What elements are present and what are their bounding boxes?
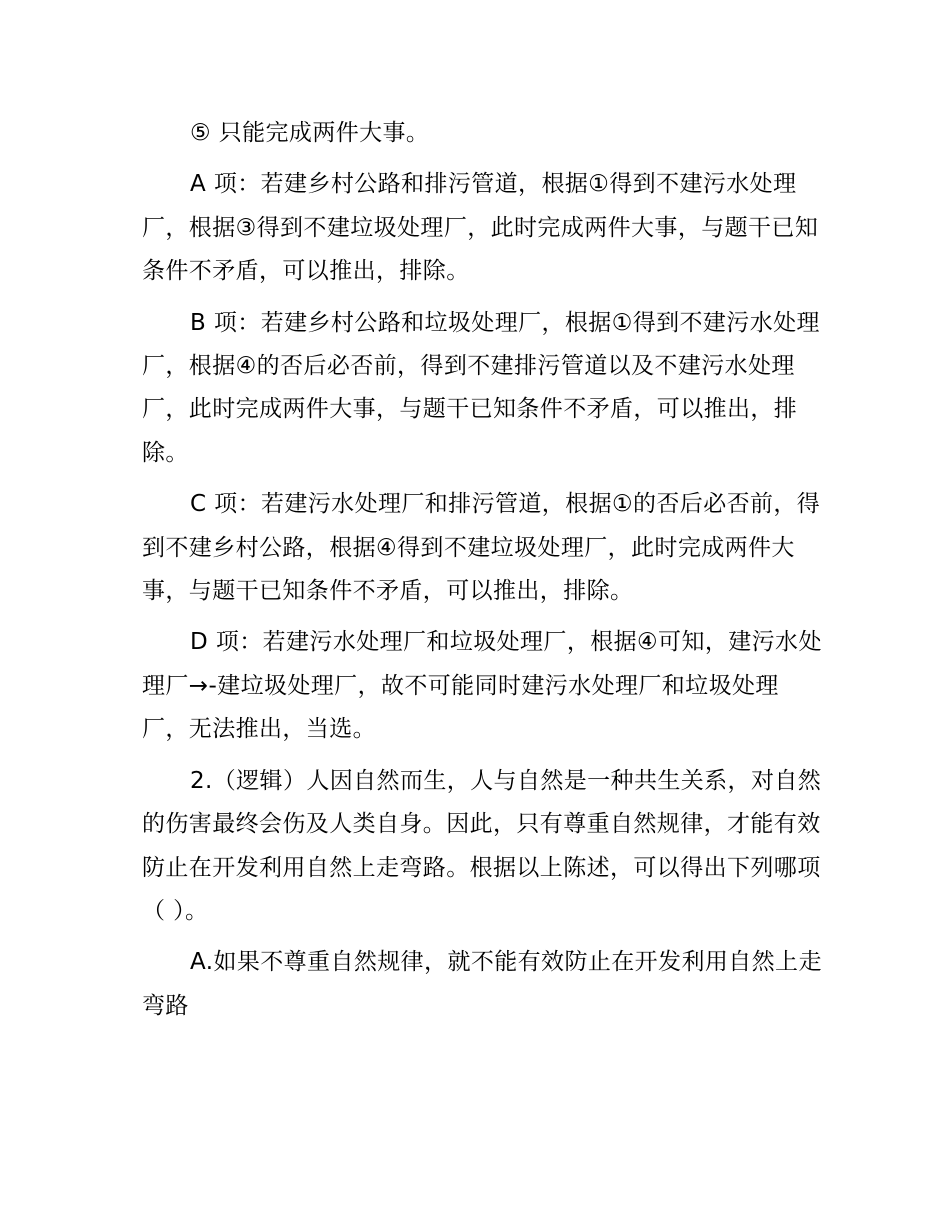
- question-two-stem-paragraph: 2.（逻辑）人因自然而生，人与自然是一种共生关系，对自然的伤害最终会伤及人类自身。因此，只有尊重自然规律，才能有效防止在开发利用自然上走弯路。根据以上陈述，可以得出下列哪项（ ）。: [142, 767, 822, 924]
- document-body: [142, 112, 822, 1036]
- option-b-analysis-paragraph: B 项：若建乡村公路和垃圾处理厂，根据①得到不建污水处理厂，根据④的否后必否前，得到不建排污管道以及不建污水处理厂，此时完成两件大事，与题干已知条件不矛盾，可以推出，排除。: [142, 309, 820, 466]
- option-d-analysis-paragraph: D 项：若建污水处理厂和垃圾处理厂，根据④可知，建污水处理厂→-建垃圾处理厂，故不可能同时建污水处理厂和垃圾处理厂，无法推出，当选。: [142, 629, 822, 743]
- question-two-option-a-paragraph: A.如果不尊重自然规律，就不能有效防止在开发利用自然上走弯路: [142, 949, 822, 1019]
- option-c-analysis-paragraph: C 项：若建污水处理厂和排污管道，根据①的否后必否前，得到不建乡村公路，根据④得到不建垃圾处理厂，此时完成两件大事，与题干已知条件不矛盾，可以推出，排除。: [142, 491, 821, 605]
- condition-five-paragraph: ⑤ 只能完成两件大事。: [190, 120, 430, 146]
- option-a-analysis-paragraph: A 项：若建乡村公路和排污管道，根据①得到不建污水处理厂，根据③得到不建垃圾处理厂，此时完成两件大事，与题干已知条件不矛盾，可以推出，排除。: [142, 171, 819, 285]
